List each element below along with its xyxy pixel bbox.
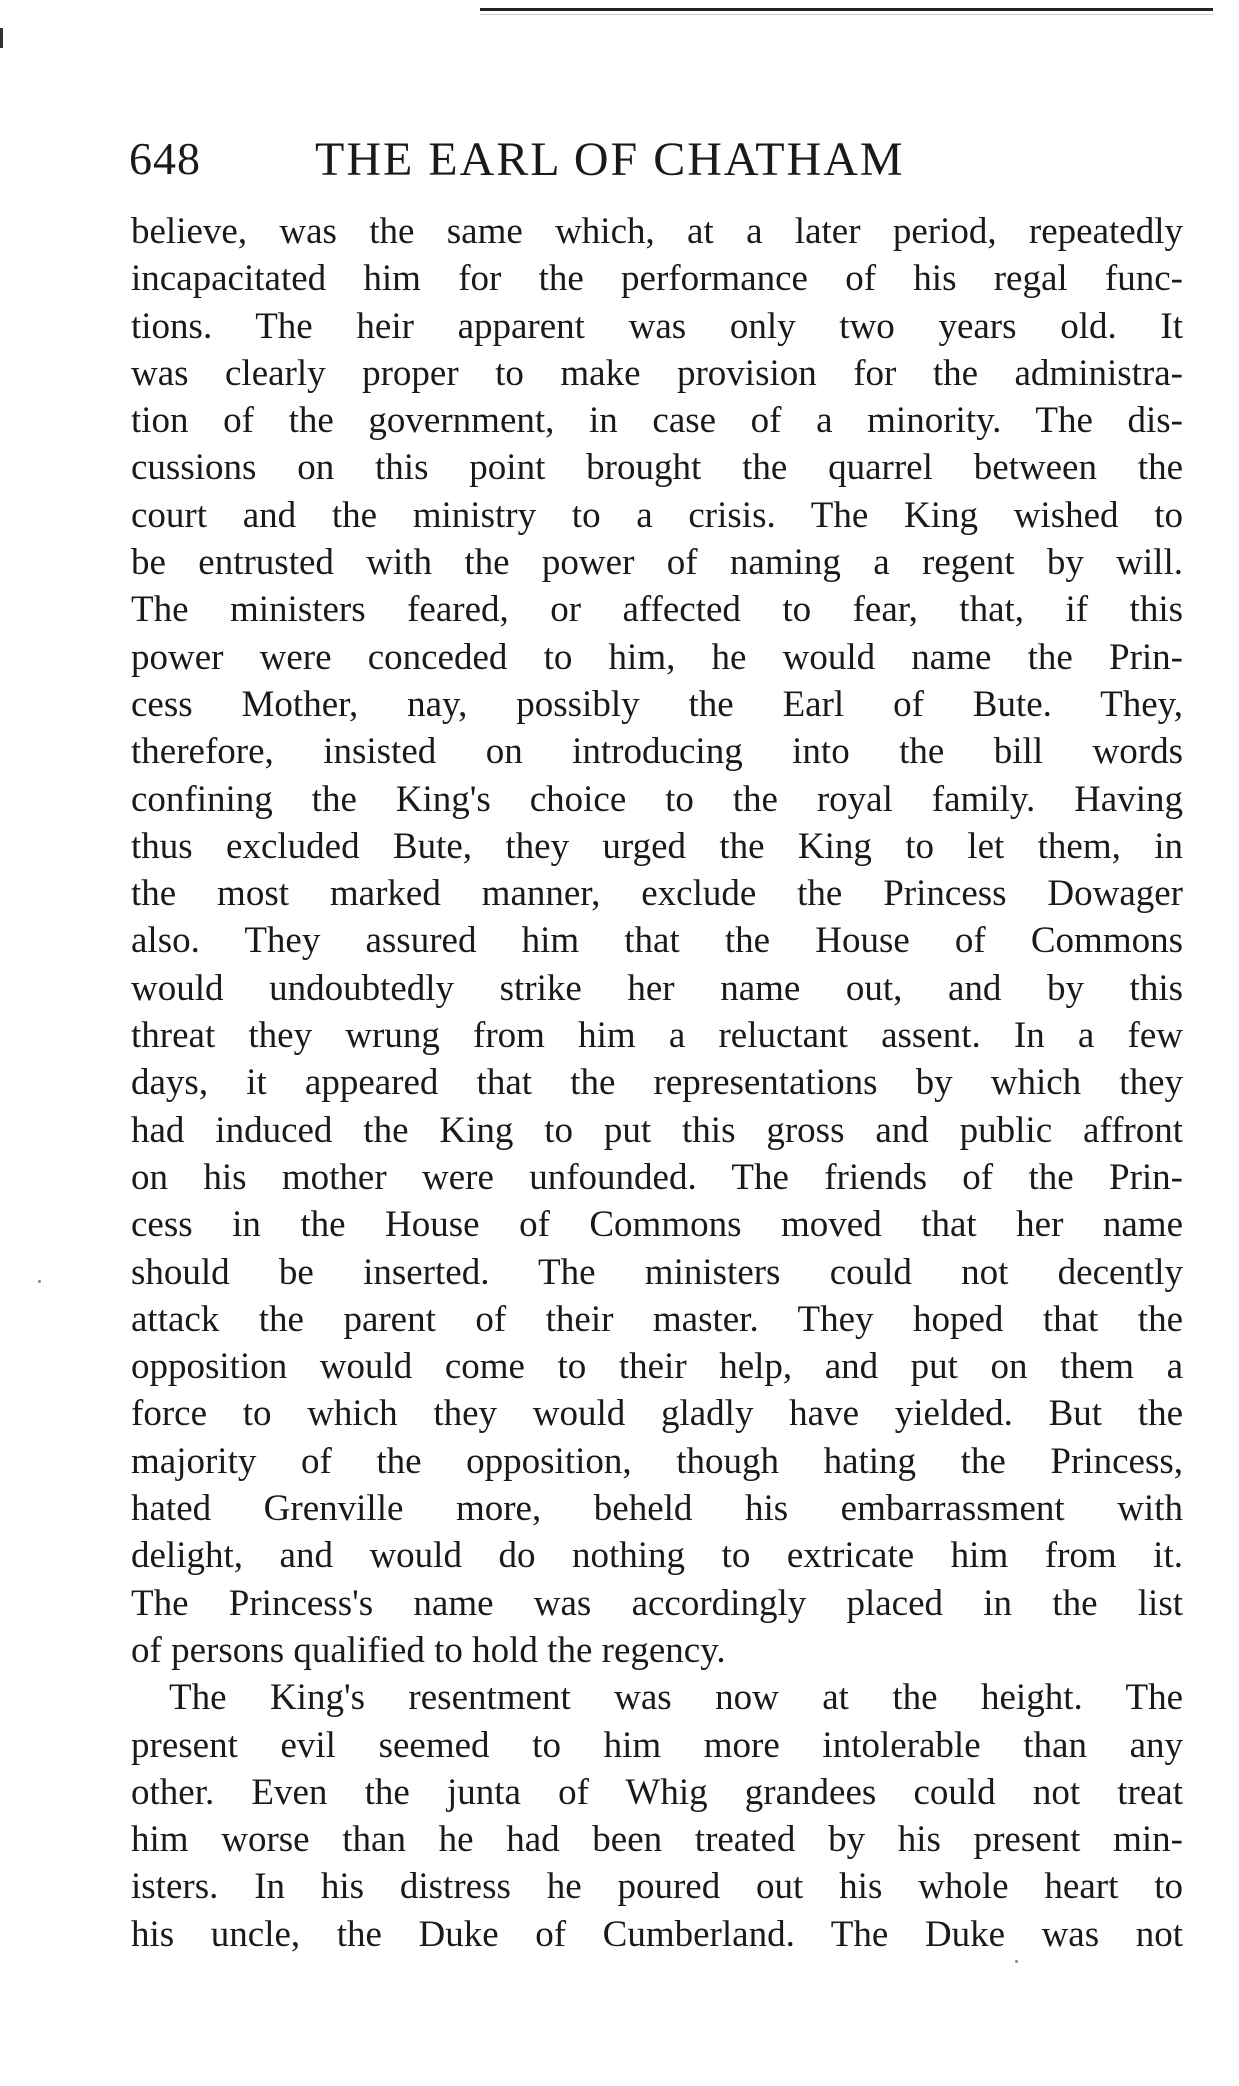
text-line: opposition would come to their help, and put on them a (131, 1346, 1183, 1388)
page-edge-mark (0, 28, 3, 48)
text-line: cess in the House of Commons moved that her name (131, 1204, 1183, 1246)
text-line: days, it appeared that the representations by which they (131, 1062, 1183, 1104)
text-line: tion of the government, in case of a minority. The dis- (131, 400, 1183, 442)
text-line: present evil seemed to him more intolerable than any (131, 1724, 1183, 1766)
text-line: threat they wrung from him a reluctant assent. In a few (131, 1015, 1183, 1057)
text-line: should be inserted. The ministers could not decently (131, 1251, 1183, 1293)
text-line: be entrusted with the power of naming a regent by will. (131, 542, 1183, 584)
text-line: The Princess's name was accordingly placed in the list (131, 1582, 1183, 1624)
text-line: tions. The heir apparent was only two years old. It (131, 305, 1183, 347)
page-speck (1015, 1960, 1018, 1963)
body-text (131, 208, 1183, 1958)
text-line: had induced the King to put this gross and public affront (131, 1109, 1183, 1151)
paragraph (131, 208, 1183, 1674)
text-line: would undoubtedly strike her name out, and by this (131, 967, 1183, 1009)
text-line: thus excluded Bute, they urged the King to let them, in (131, 825, 1183, 867)
running-head: THE EARL OF CHATHAM (315, 133, 905, 186)
text-line: cussions on this point brought the quarrel between the (131, 447, 1183, 489)
text-line: confining the King's choice to the royal family. Having (131, 778, 1183, 820)
page-speck (38, 1280, 41, 1283)
text-line: isters. In his distress he poured out his whole heart to (131, 1866, 1183, 1908)
text-line: was clearly proper to make provision for the administra- (131, 352, 1183, 394)
text-line: The King's resentment was now at the height. The (169, 1677, 1183, 1719)
text-line: majority of the opposition, though hating the Princess, (131, 1440, 1183, 1482)
text-line: power were conceded to him, he would name the Prin- (131, 636, 1183, 678)
text-line: also. They assured him that the House of Commons (131, 920, 1183, 962)
text-line: other. Even the junta of Whig grandees could not treat (131, 1771, 1183, 1813)
text-line: delight, and would do nothing to extricate him from it. (131, 1535, 1183, 1577)
text-line: cess Mother, nay, possibly the Earl of Bute. They, (131, 683, 1183, 725)
text-line: his uncle, the Duke of Cumberland. The Duke was not (131, 1913, 1183, 1955)
text-line: of persons qualified to hold the regency. (131, 1629, 726, 1671)
text-line: believe, was the same which, at a later period, repeatedly (131, 211, 1183, 252)
text-line: him worse than he had been treated by his present min- (131, 1819, 1183, 1861)
text-line: court and the ministry to a crisis. The King wished to (131, 494, 1183, 536)
text-line: therefore, insisted on introducing into the bill words (131, 731, 1183, 773)
text-line: The ministers feared, or affected to fear, that, if this (131, 589, 1183, 631)
text-line: attack the parent of their master. They hoped that the (131, 1298, 1183, 1340)
text-line: on his mother were unfounded. The friends of the Prin- (131, 1156, 1183, 1198)
text-line: force to which they would gladly have yielded. But the (131, 1393, 1183, 1435)
top-border-rule (480, 8, 1213, 11)
text-line: incapacitated him for the performance of his regal func- (131, 258, 1183, 300)
paragraph (131, 1674, 1183, 1958)
top-border-rule-faint (480, 14, 1213, 15)
page-header (129, 132, 1179, 192)
page-number: 648 (129, 133, 201, 184)
text-line: hated Grenville more, beheld his embarrassment with (131, 1488, 1183, 1530)
text-line: the most marked manner, exclude the Princess Dowager (131, 873, 1183, 915)
